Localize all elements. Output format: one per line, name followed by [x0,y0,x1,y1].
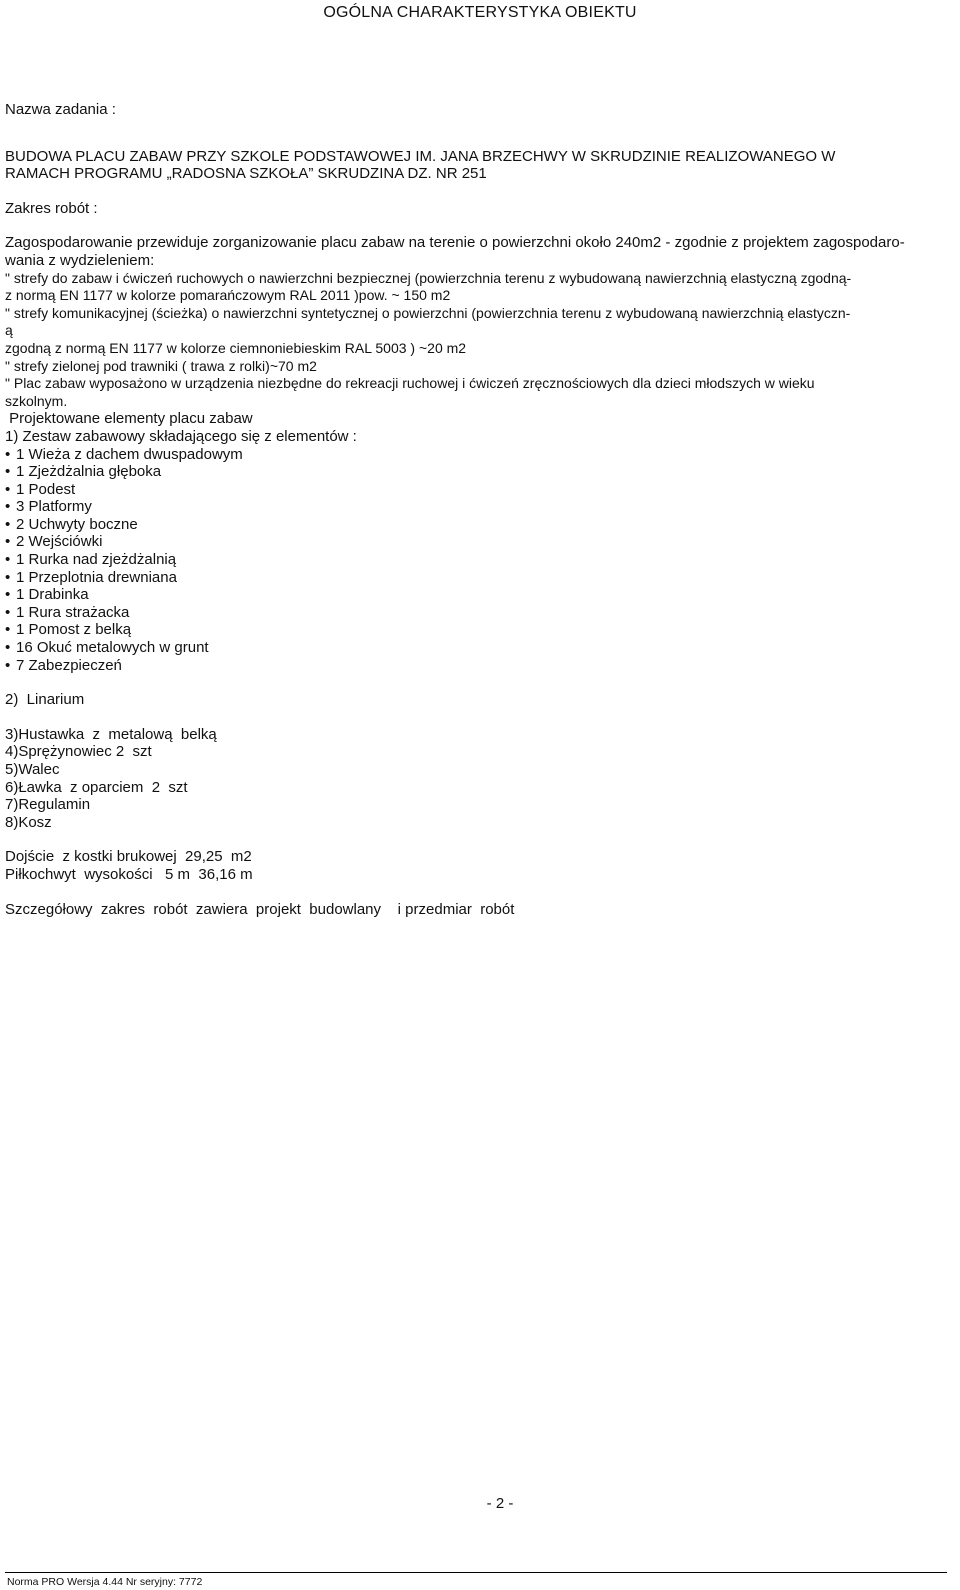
page-number-text: - 2 - [486,1495,514,1512]
scope-line: " strefy komunikacyjnej (ścieżka) o nawierzchni syntetycznej o powierzchni (powierzchnia terenu z wybudowaną nawierzchnią elastyczn- [5,304,851,321]
other-item: 7)Regulamin [5,796,91,814]
summary-text: Szczegółowy zakres robót zawiera projekt budowlany i przedmiar robót [5,900,515,918]
scope-line: zgodną z normą EN 1177 w kolorze ciemnoniebieskim RAL 5003 ) ~20 m2 [5,339,467,356]
list-item: • 1 Drabinka [5,586,947,604]
set-items-list [5,446,947,675]
list-item: • 3 Platformy [5,498,947,516]
other-item: 3)Hustawka z metalową belką [5,725,217,743]
list-item: • 1 Zjeżdżalnia głęboka [5,463,947,481]
task-label: Nazwa zadania : [5,101,116,118]
list-item: • 2 Wejściówki [5,533,947,551]
list-item: • 1 Rura strażacka [5,604,947,622]
document-body [5,101,947,918]
linarium-item: 2) Linarium [5,691,85,709]
list-item: • 1 Podest [5,481,947,499]
list-item: • 1 Rurka nad zjeżdżalnią [5,551,947,569]
scope-line: " strefy zielonej pod trawniki ( trawa z rolki)~70 m2 [5,357,317,374]
footer-text: Norma PRO Wersja 4.44 Nr seryjny: 7772 [7,1576,203,1588]
other-item: 5)Walec [5,761,60,778]
scope-line: szkolnym. [5,392,68,409]
list-item: • 16 Okuć metalowych w grunt [5,639,947,657]
other-item: 6)Ławka z oparciem 2 szt [5,778,188,796]
scope-label: Zakres robót : [5,199,98,217]
other-item: 4)Sprężynowiec 2 szt [5,743,152,761]
list-item: • 1 Pomost z belką [5,621,947,639]
list-item: • 1 Wieża z dachem dwuspadowym [5,446,947,464]
footer-divider [5,1572,947,1573]
list-item: • 7 Zabezpieczeń [5,657,947,675]
task-name-line-1: BUDOWA PLACU ZABAW PRZY SZKOLE PODSTAWOWEJ IM. JANA BRZECHWY W SKRUDZINIE REALIZOWANEGO W [5,147,836,165]
list-item: • 2 Uchwyty boczne [5,516,947,534]
page-title: OGÓLNA CHARAKTERYSTYKA OBIEKTU [323,4,637,21]
other-item: 8)Kosz [5,813,52,831]
scope-line: z normą EN 1177 w kolorze pomarańczowym RAL 2011 )pow. ~ 150 m2 [5,287,451,304]
scope-line: " strefy do zabaw i ćwiczeń ruchowych o nawierzchni bezpiecznej (powierzchnia terenu z wybudowaną nawierzchnią elastyczną zgodną- [5,269,852,286]
page-number [0,1495,960,1512]
list-item: • 1 Przeplotnia drewniana [5,569,947,587]
elements-heading: Projektowane elementy placu zabaw [5,410,253,428]
set-title: 1) Zestaw zabawowy składającego się z elementów : [5,427,357,445]
scope-line: wania z wydzieleniem: [5,251,155,269]
extra-item: Dojście z kostki brukowej 29,25 m2 [5,848,252,866]
task-name-line-2: RAMACH PROGRAMU „RADOSNA SZKOŁA” SKRUDZINA DZ. NR 251 [5,165,487,183]
scope-line: Zagospodarowanie przewiduje zorganizowanie placu zabaw na terenie o powierzchni około 240m2 - zgodnie z projektem zagospodaro- [5,234,905,252]
scope-line: ą [5,322,13,339]
extra-item: Piłkochwyt wysokości 5 m 36,16 m [5,865,253,883]
scope-line: " Plac zabaw wyposażono w urządzenia niezbędne do rekreacji ruchowej i ćwiczeń zręcznościowych dla dzieci młodszych w wieku [5,375,815,392]
